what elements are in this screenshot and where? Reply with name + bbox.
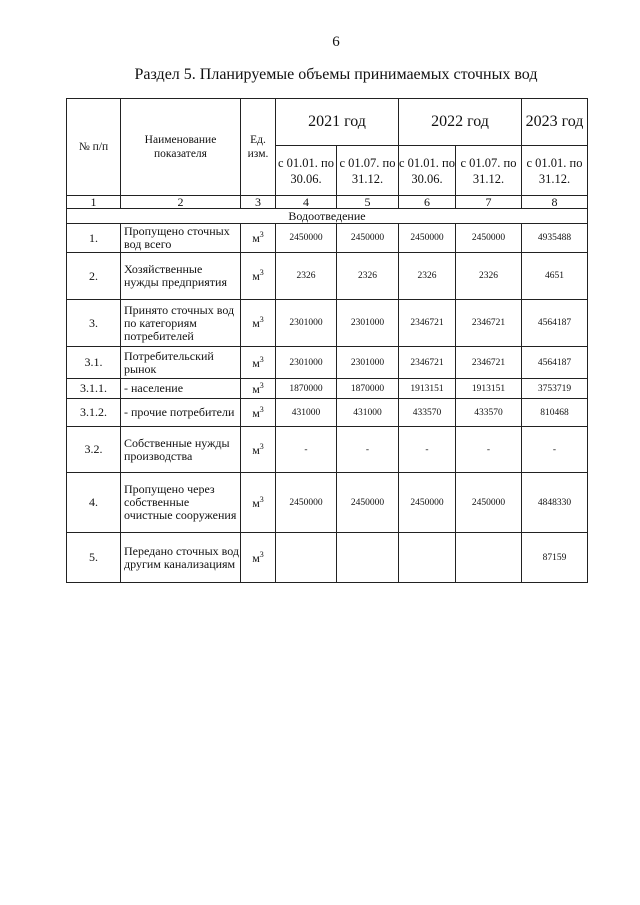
row-number: 3.1.2. <box>67 399 121 427</box>
row-value: - <box>456 427 522 473</box>
table-row <box>67 533 588 583</box>
unit-exponent: 3 <box>259 494 264 504</box>
row-value: 2326 <box>399 253 456 300</box>
row-value: 2326 <box>337 253 399 300</box>
row-number: 2. <box>67 253 121 300</box>
section-label: Водоотведение <box>67 209 588 224</box>
column-number: 6 <box>399 196 456 209</box>
row-value: 2450000 <box>337 224 399 253</box>
row-value: 2301000 <box>276 347 337 379</box>
row-unit <box>241 347 276 379</box>
header-year-2023: 2023 год <box>522 99 588 146</box>
row-value: - <box>337 427 399 473</box>
row-value: 2450000 <box>456 224 522 253</box>
row-value: 3753719 <box>522 379 588 399</box>
row-value <box>399 533 456 583</box>
table-row <box>67 427 588 473</box>
table-row <box>67 379 588 399</box>
row-value: 433570 <box>456 399 522 427</box>
row-value: 1913151 <box>399 379 456 399</box>
column-number: 7 <box>456 196 522 209</box>
row-value: 4564187 <box>522 300 588 347</box>
row-number: 3. <box>67 300 121 347</box>
unit-exponent: 3 <box>259 380 264 390</box>
table-row <box>67 399 588 427</box>
row-value: 2450000 <box>456 473 522 533</box>
row-value: 2346721 <box>399 300 456 347</box>
unit-base: м <box>252 231 260 245</box>
row-value: 4848330 <box>522 473 588 533</box>
unit-base: м <box>252 495 260 510</box>
row-value: 2450000 <box>337 473 399 533</box>
column-number: 2 <box>121 196 241 209</box>
unit-base: м <box>252 316 260 330</box>
row-value: 1870000 <box>337 379 399 399</box>
row-value: 2326 <box>456 253 522 300</box>
row-value: 2450000 <box>276 473 337 533</box>
section-title: Раздел 5. Планируемые объемы принимаемых сточных вод <box>134 66 538 83</box>
row-name: Пропущено через собственные очистные сооружения <box>121 473 241 533</box>
row-value: - <box>276 427 337 473</box>
header-period: с 01.01. по 31.12. <box>522 146 588 196</box>
table-row <box>67 300 588 347</box>
unit-base: м <box>252 442 260 457</box>
header-num: № п/п <box>67 99 121 196</box>
header-period: с 01.07. по 31.12. <box>456 146 522 196</box>
row-unit <box>241 473 276 533</box>
unit-base: м <box>252 405 260 420</box>
unit-exponent: 3 <box>259 549 264 559</box>
row-value: 433570 <box>399 399 456 427</box>
unit-base: м <box>252 381 260 396</box>
header-name: Наименование показателя <box>121 99 241 196</box>
row-value: 2346721 <box>399 347 456 379</box>
column-number: 4 <box>276 196 337 209</box>
wastewater-volumes-table <box>66 98 588 583</box>
header-period: с 01.01. по 30.06. <box>276 146 337 196</box>
row-value: 2450000 <box>399 473 456 533</box>
row-unit <box>241 427 276 473</box>
row-number: 1. <box>67 224 121 253</box>
unit-exponent: 3 <box>259 315 264 324</box>
row-unit <box>241 533 276 583</box>
header-period: с 01.07. по 31.12. <box>337 146 399 196</box>
row-name: - население <box>121 379 241 399</box>
row-value: 2450000 <box>276 224 337 253</box>
row-value: 431000 <box>337 399 399 427</box>
row-value: - <box>522 427 588 473</box>
row-value: 1913151 <box>456 379 522 399</box>
row-unit <box>241 300 276 347</box>
unit-exponent: 3 <box>259 441 264 451</box>
row-unit <box>241 379 276 399</box>
column-number: 1 <box>67 196 121 209</box>
row-value <box>276 533 337 583</box>
row-name: Потребительский рынок <box>121 347 241 379</box>
column-number: 3 <box>241 196 276 209</box>
unit-base: м <box>252 269 260 283</box>
unit-base: м <box>252 355 260 370</box>
unit-exponent: 3 <box>259 268 264 277</box>
row-value: 1870000 <box>276 379 337 399</box>
header-year-2021: 2021 год <box>276 99 399 146</box>
row-number: 5. <box>67 533 121 583</box>
table-row <box>67 473 588 533</box>
row-value: - <box>399 427 456 473</box>
row-value: 431000 <box>276 399 337 427</box>
row-value: 2301000 <box>276 300 337 347</box>
header-period: с 01.01. по 30.06. <box>399 146 456 196</box>
row-number: 4. <box>67 473 121 533</box>
row-name: Собственные нужды производства <box>121 427 241 473</box>
row-number: 3.2. <box>67 427 121 473</box>
header-unit: Ед. изм. <box>241 99 276 196</box>
table-row <box>67 224 588 253</box>
page-number: 6 <box>332 34 340 50</box>
row-unit <box>241 224 276 253</box>
row-name: Передано сточных вод другим канализациям <box>121 533 241 583</box>
unit-exponent: 3 <box>259 354 264 364</box>
row-value: 2450000 <box>399 224 456 253</box>
row-value: 2346721 <box>456 300 522 347</box>
row-value: 2346721 <box>456 347 522 379</box>
row-unit <box>241 399 276 427</box>
unit-exponent: 3 <box>259 230 264 239</box>
unit-base: м <box>252 550 260 565</box>
row-name: Пропущено сточных вод всего <box>121 224 241 253</box>
row-value: 87159 <box>522 533 588 583</box>
row-value <box>456 533 522 583</box>
row-value: 2301000 <box>337 347 399 379</box>
unit-exponent: 3 <box>259 404 264 414</box>
row-value: 4935488 <box>522 224 588 253</box>
row-name: Принято сточных вод по категориям потребителей <box>121 300 241 347</box>
header-year-2022: 2022 год <box>399 99 522 146</box>
column-number: 5 <box>337 196 399 209</box>
row-number: 3.1.1. <box>67 379 121 399</box>
table-row <box>67 253 588 300</box>
row-number: 3.1. <box>67 347 121 379</box>
column-number: 8 <box>522 196 588 209</box>
row-value: 2326 <box>276 253 337 300</box>
row-value <box>337 533 399 583</box>
row-value: 4651 <box>522 253 588 300</box>
row-value: 2301000 <box>337 300 399 347</box>
row-value: 810468 <box>522 399 588 427</box>
row-unit <box>241 253 276 300</box>
row-value: 4564187 <box>522 347 588 379</box>
row-name: Хозяйственные нужды предприятия <box>121 253 241 300</box>
row-name: - прочие потребители <box>121 399 241 427</box>
table-row <box>67 347 588 379</box>
